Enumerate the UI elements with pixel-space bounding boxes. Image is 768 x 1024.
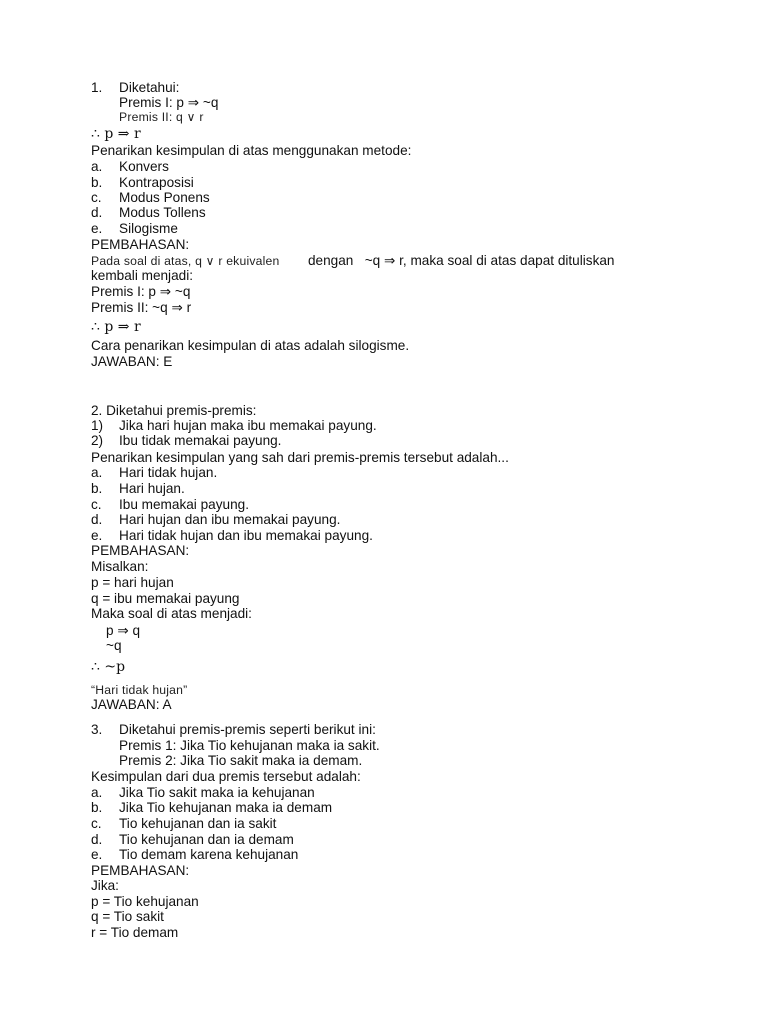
q1-discussion-line-2: kembali menjadi: bbox=[91, 268, 193, 283]
q2-option-letter: a. bbox=[91, 465, 103, 480]
q1-option-text: Silogisme bbox=[119, 221, 178, 236]
q1-discussion-line-1a: Pada soal di atas, q ∨ r ekuivalen bbox=[91, 254, 280, 268]
q3-q-definition: q = Tio sakit bbox=[91, 909, 164, 924]
q3-option-letter: a. bbox=[91, 785, 103, 800]
q1-discussion-label: PEMBAHASAN: bbox=[91, 237, 190, 252]
q1-conclusion: ∴ p ⇒ r bbox=[91, 126, 141, 142]
q1-known: Diketahui: bbox=[119, 80, 180, 95]
q3-number: 3. bbox=[91, 722, 103, 737]
q3-p-definition: p = Tio kehujanan bbox=[91, 894, 199, 909]
q2-form-2: ~q bbox=[106, 638, 122, 653]
q1-discussion-conclusion: ∴ p ⇒ r bbox=[91, 319, 141, 335]
q2-heading: 2. Diketahui premis-premis: bbox=[91, 403, 257, 418]
q3-option-letter: d. bbox=[91, 832, 103, 847]
q3-option-text: Jika Tio sakit maka ia kehujanan bbox=[119, 785, 315, 800]
q1-premise-1: Premis I: p ⇒ ~q bbox=[119, 95, 219, 110]
q1-option-letter: b. bbox=[91, 175, 103, 190]
q3-option-text: Tio demam karena kehujanan bbox=[119, 847, 299, 862]
q2-answer: JAWABAN: A bbox=[91, 697, 172, 712]
q1-discussion-premise-1: Premis I: p ⇒ ~q bbox=[91, 284, 191, 299]
q2-discussion-label: PEMBAHASAN: bbox=[91, 543, 190, 558]
q1-option-text: Modus Ponens bbox=[119, 190, 210, 205]
q2-quote: “Hari tidak hujan” bbox=[91, 683, 188, 697]
q2-premise-text: Ibu tidak memakai payung. bbox=[119, 433, 282, 448]
q1-discussion-line-1b: dengan ~q ⇒ r, maka soal di atas dapat dituliskan bbox=[308, 253, 615, 268]
q1-method: Cara penarikan kesimpulan di atas adalah silogisme. bbox=[91, 338, 410, 353]
q2-option-letter: b. bbox=[91, 481, 103, 496]
q2-premise-number: 2) bbox=[91, 433, 104, 448]
q2-q-definition: q = ibu memakai payung bbox=[91, 591, 240, 606]
q3-premise-2: Premis 2: Jika Tio sakit maka ia demam. bbox=[119, 753, 363, 768]
q2-question: Penarikan kesimpulan yang sah dari premis-premis tersebut adalah... bbox=[91, 450, 509, 465]
q2-option-letter: c. bbox=[91, 497, 102, 512]
q3-if: Jika: bbox=[91, 878, 119, 893]
q1-option-letter: e. bbox=[91, 221, 103, 236]
q1-option-text: Kontraposisi bbox=[119, 175, 194, 190]
q3-premise-1: Premis 1: Jika Tio kehujanan maka ia sakit. bbox=[119, 738, 380, 753]
q2-let: Misalkan: bbox=[91, 559, 149, 574]
q3-option-letter: c. bbox=[91, 816, 102, 831]
q2-option-text: Hari hujan. bbox=[119, 481, 185, 496]
q2-p-definition: p = hari hujan bbox=[91, 575, 174, 590]
q1-answer: JAWABAN: E bbox=[91, 354, 173, 369]
q3-question: Kesimpulan dari dua premis tersebut adalah: bbox=[91, 769, 361, 784]
q2-option-letter: d. bbox=[91, 512, 103, 527]
q2-option-text: Hari tidak hujan. bbox=[119, 465, 218, 480]
q2-premise-number: 1) bbox=[91, 418, 104, 433]
q3-option-letter: e. bbox=[91, 847, 103, 862]
q1-premise-2: Premis II: q ∨ r bbox=[119, 110, 204, 124]
q3-known: Diketahui premis-premis seperti berikut ini: bbox=[119, 722, 376, 737]
q1-number: 1. bbox=[91, 80, 103, 95]
q1-question: Penarikan kesimpulan di atas menggunakan metode: bbox=[91, 143, 412, 158]
q2-option-letter: e. bbox=[91, 528, 103, 543]
q3-option-text: Tio kehujanan dan ia demam bbox=[119, 832, 294, 847]
q2-conclusion: ∴ ~p bbox=[91, 659, 126, 675]
q3-discussion-label: PEMBAHASAN: bbox=[91, 863, 190, 878]
q3-option-text: Jika Tio kehujanan maka ia demam bbox=[119, 800, 333, 815]
q1-option-text: Modus Tollens bbox=[119, 205, 206, 220]
q2-option-text: Ibu memakai payung. bbox=[119, 497, 249, 512]
q2-option-text: Hari tidak hujan dan ibu memakai payung. bbox=[119, 528, 373, 543]
q3-r-definition: r = Tio demam bbox=[91, 925, 179, 940]
q1-option-letter: a. bbox=[91, 159, 103, 174]
q1-discussion-premise-2: Premis II: ~q ⇒ r bbox=[91, 300, 192, 315]
q2-premise-text: Jika hari hujan maka ibu memakai payung. bbox=[119, 418, 377, 433]
q1-option-text: Konvers bbox=[119, 159, 169, 174]
q1-option-letter: c. bbox=[91, 190, 102, 205]
q3-option-text: Tio kehujanan dan ia sakit bbox=[119, 816, 277, 831]
q2-becomes: Maka soal di atas menjadi: bbox=[91, 606, 252, 621]
q2-form-1: p ⇒ q bbox=[106, 623, 141, 638]
q2-option-text: Hari hujan dan ibu memakai payung. bbox=[119, 512, 341, 527]
q3-option-letter: b. bbox=[91, 800, 103, 815]
q1-option-letter: d. bbox=[91, 205, 103, 220]
